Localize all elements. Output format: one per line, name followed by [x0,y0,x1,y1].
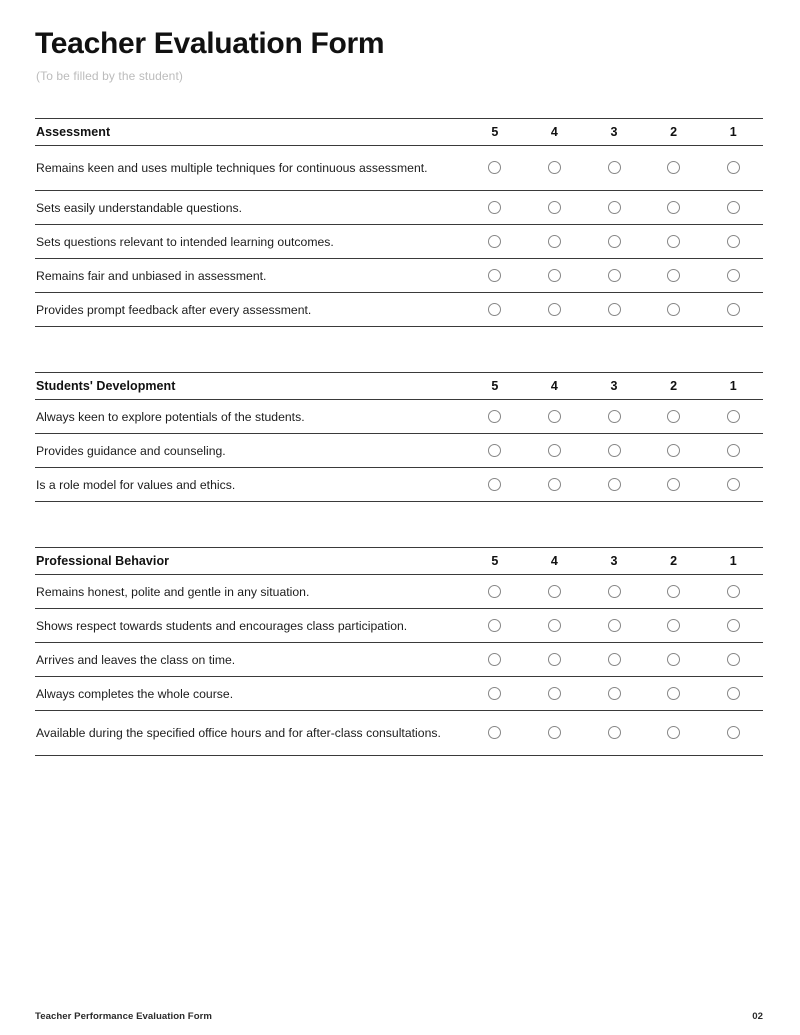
rating-cell-3[interactable] [584,400,644,434]
rating-cell-2[interactable] [644,259,704,293]
rating-cell-5[interactable] [465,293,525,327]
radio-button-5[interactable] [488,201,501,214]
rating-cell-4[interactable] [525,468,585,502]
radio-button-3[interactable] [608,235,621,248]
radio-button-1[interactable] [727,687,740,700]
radio-button-2[interactable] [667,444,680,457]
scale-header-2: 2 [670,554,678,568]
table-row [35,609,763,643]
radio-button-1[interactable] [727,410,740,423]
radio-button-5[interactable] [488,269,501,282]
scale-header-1: 1 [729,379,737,393]
rating-cell-4[interactable] [525,400,585,434]
scale-header-5: 5 [491,379,499,393]
scale-header-4: 4 [550,125,558,139]
rating-cell-3[interactable] [584,146,644,191]
rating-cell-1[interactable] [703,434,763,468]
scale-header-2: 2 [670,125,678,139]
radio-button-5[interactable] [488,444,501,457]
rating-cell-1[interactable] [703,643,763,677]
radio-button-3[interactable] [608,726,621,739]
rating-cell-4[interactable] [525,677,585,711]
radio-button-2[interactable] [667,726,680,739]
rating-cell-1[interactable] [703,677,763,711]
radio-button-5[interactable] [488,585,501,598]
rating-cell-2[interactable] [644,191,704,225]
scale-header-4: 4 [550,379,558,393]
rating-cell-2[interactable] [644,575,704,609]
radio-button-4[interactable] [548,303,561,316]
rating-cell-5[interactable] [465,711,525,756]
rating-cell-1[interactable] [703,225,763,259]
rating-cell-1[interactable] [703,293,763,327]
radio-button-4[interactable] [548,478,561,491]
radio-button-3[interactable] [608,444,621,457]
section-heading: Professional Behavior [36,554,170,568]
radio-button-4[interactable] [548,653,561,666]
rating-cell-2[interactable] [644,146,704,191]
rating-cell-4[interactable] [525,259,585,293]
radio-button-2[interactable] [667,585,680,598]
radio-button-1[interactable] [727,161,740,174]
criterion-label: Always completes the whole course. [36,686,234,701]
scale-header-5: 5 [491,125,499,139]
radio-button-1[interactable] [727,619,740,632]
criterion-label: Sets easily understandable questions. [36,200,243,215]
rating-table [35,372,763,502]
table-row [35,468,763,502]
footer-document-name: Teacher Performance Evaluation Form [35,1011,212,1022]
radio-button-2[interactable] [667,235,680,248]
radio-button-2[interactable] [667,410,680,423]
rating-cell-3[interactable] [584,259,644,293]
evaluation-section [35,547,763,756]
radio-button-3[interactable] [608,410,621,423]
criterion-label: Shows respect towards students and encourages class participation. [36,618,408,633]
rating-cell-5[interactable] [465,259,525,293]
criterion-label: Sets questions relevant to intended learning outcomes. [36,234,334,249]
rating-cell-5[interactable] [465,400,525,434]
page-title: Teacher Evaluation Form [35,27,385,60]
radio-button-1[interactable] [727,269,740,282]
criterion-label: Remains keen and uses multiple techniques for continuous assessment. [36,161,428,175]
table-row [35,575,763,609]
rating-cell-4[interactable] [525,643,585,677]
radio-button-5[interactable] [488,653,501,666]
scale-header-1: 1 [729,125,737,139]
radio-button-1[interactable] [727,726,740,739]
evaluation-section [35,372,763,502]
rating-cell-1[interactable] [703,711,763,756]
rating-cell-2[interactable] [644,677,704,711]
radio-button-3[interactable] [608,201,621,214]
table-row [35,293,763,327]
page-subtitle: (To be filled by the student) [36,69,183,83]
radio-button-4[interactable] [548,687,561,700]
table-row [35,711,763,756]
section-heading: Students' Development [36,379,176,393]
rating-cell-5[interactable] [465,434,525,468]
radio-button-2[interactable] [667,653,680,666]
rating-cell-2[interactable] [644,434,704,468]
radio-button-5[interactable] [488,687,501,700]
rating-cell-2[interactable] [644,609,704,643]
criterion-label: Remains fair and unbiased in assessment. [36,268,267,283]
rating-cell-1[interactable] [703,468,763,502]
radio-button-3[interactable] [608,478,621,491]
radio-button-5[interactable] [488,726,501,739]
radio-button-4[interactable] [548,161,561,174]
radio-button-1[interactable] [727,478,740,491]
rating-cell-4[interactable] [525,293,585,327]
radio-button-3[interactable] [608,585,621,598]
section-header-row [35,548,763,575]
table-row [35,643,763,677]
rating-cell-3[interactable] [584,609,644,643]
rating-cell-2[interactable] [644,225,704,259]
section-heading: Assessment [36,125,111,139]
table-row [35,225,763,259]
radio-button-5[interactable] [488,235,501,248]
rating-cell-2[interactable] [644,293,704,327]
radio-button-4[interactable] [548,201,561,214]
rating-cell-3[interactable] [584,434,644,468]
rating-cell-1[interactable] [703,575,763,609]
rating-cell-3[interactable] [584,293,644,327]
table-row [35,677,763,711]
criterion-label: Provides prompt feedback after every assessment. [36,302,312,317]
radio-button-5[interactable] [488,410,501,423]
radio-button-4[interactable] [548,410,561,423]
radio-button-4[interactable] [548,235,561,248]
scale-header-5: 5 [491,554,499,568]
evaluation-sections [35,118,763,756]
radio-button-4[interactable] [548,726,561,739]
rating-cell-3[interactable] [584,575,644,609]
rating-cell-4[interactable] [525,191,585,225]
radio-button-5[interactable] [488,303,501,316]
rating-cell-3[interactable] [584,225,644,259]
rating-cell-1[interactable] [703,400,763,434]
rating-cell-4[interactable] [525,575,585,609]
rating-cell-1[interactable] [703,259,763,293]
section-header-row [35,373,763,400]
table-row [35,259,763,293]
rating-cell-4[interactable] [525,146,585,191]
rating-cell-1[interactable] [703,146,763,191]
radio-button-3[interactable] [608,303,621,316]
footer-page-number: 02 [752,1011,763,1022]
rating-cell-3[interactable] [584,468,644,502]
criterion-label: Is a role model for values and ethics. [36,477,236,492]
rating-cell-2[interactable] [644,468,704,502]
rating-cell-3[interactable] [584,677,644,711]
rating-cell-4[interactable] [525,711,585,756]
radio-button-3[interactable] [608,269,621,282]
rating-table [35,118,763,327]
radio-button-3[interactable] [608,161,621,174]
radio-button-1[interactable] [727,585,740,598]
document-header [35,26,763,84]
scale-header-4: 4 [550,554,558,568]
radio-button-4[interactable] [548,619,561,632]
rating-cell-1[interactable] [703,191,763,225]
rating-cell-2[interactable] [644,711,704,756]
radio-button-2[interactable] [667,478,680,491]
radio-button-1[interactable] [727,201,740,214]
radio-button-2[interactable] [667,303,680,316]
radio-button-1[interactable] [727,303,740,316]
radio-button-3[interactable] [608,687,621,700]
rating-cell-2[interactable] [644,400,704,434]
radio-button-1[interactable] [727,444,740,457]
table-row [35,434,763,468]
radio-button-5[interactable] [488,161,501,174]
rating-cell-4[interactable] [525,225,585,259]
scale-header-3: 3 [610,379,618,393]
radio-button-1[interactable] [727,235,740,248]
criterion-label: Arrives and leaves the class on time. [36,652,236,667]
radio-button-2[interactable] [667,161,680,174]
rating-cell-2[interactable] [644,643,704,677]
criterion-label: Remains honest, polite and gentle in any situation. [36,584,310,599]
table-row [35,191,763,225]
radio-button-2[interactable] [667,201,680,214]
section-header-row [35,119,763,146]
rating-cell-4[interactable] [525,609,585,643]
radio-button-4[interactable] [548,585,561,598]
rating-cell-5[interactable] [465,677,525,711]
scale-header-3: 3 [610,554,618,568]
criterion-label: Always keen to explore potentials of the students. [36,409,305,424]
rating-cell-5[interactable] [465,225,525,259]
rating-cell-3[interactable] [584,191,644,225]
rating-cell-5[interactable] [465,609,525,643]
radio-button-2[interactable] [667,687,680,700]
radio-button-5[interactable] [488,478,501,491]
rating-cell-1[interactable] [703,609,763,643]
radio-button-5[interactable] [488,619,501,632]
table-row [35,400,763,434]
rating-cell-5[interactable] [465,468,525,502]
radio-button-3[interactable] [608,653,621,666]
rating-cell-5[interactable] [465,643,525,677]
radio-button-2[interactable] [667,619,680,632]
table-row [35,146,763,191]
evaluation-section [35,118,763,327]
scale-header-1: 1 [729,554,737,568]
scale-header-3: 3 [610,125,618,139]
radio-button-2[interactable] [667,269,680,282]
criterion-label: Provides guidance and counseling. [36,443,226,458]
rating-cell-5[interactable] [465,146,525,191]
rating-cell-5[interactable] [465,191,525,225]
radio-button-4[interactable] [548,444,561,457]
scale-header-2: 2 [670,379,678,393]
rating-cell-3[interactable] [584,643,644,677]
rating-table [35,547,763,756]
radio-button-3[interactable] [608,619,621,632]
rating-cell-3[interactable] [584,711,644,756]
rating-cell-4[interactable] [525,434,585,468]
criterion-label: Available during the specified office hours and for after-class consultations. [36,726,441,740]
radio-button-1[interactable] [727,653,740,666]
rating-cell-5[interactable] [465,575,525,609]
radio-button-4[interactable] [548,269,561,282]
page-footer [35,1011,763,1022]
